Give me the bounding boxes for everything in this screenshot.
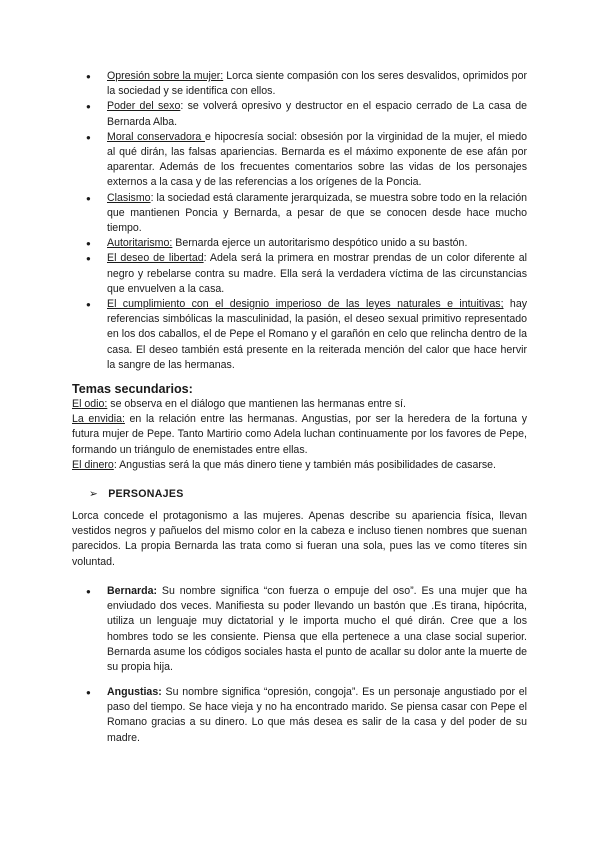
- secondary-themes: [72, 381, 527, 473]
- character-list: [86, 685, 527, 746]
- list-item: [86, 236, 527, 251]
- arrow-bullet-icon: ➢: [89, 488, 99, 500]
- theme-term: El deseo de libertad: [107, 252, 204, 265]
- list-item: [86, 99, 527, 129]
- theme-term: El cumplimiento con el designio imperioso de las leyes naturales e intuitivas;: [107, 298, 504, 311]
- list-item: [86, 69, 527, 99]
- secondary-term: El odio:: [72, 398, 108, 410]
- secondary-text: se observa en el diálogo que mantienen las hermanas entre sí.: [107, 398, 406, 410]
- secondary-text: en la relación entre las hermanas. Angustias, por ser la heredera de la fortuna y futura mujer de Pepe. Tanto Martirio como Adela luchan continuamente por los favores de Pepe, formando un triángulo de enemistades entre ellas.: [72, 413, 527, 456]
- character-text: Su nombre significa “con fuerza o empuje del oso”. Es una mujer que ha enviudado dos veces. Manifiesta su poder llevando un bastón que .Es tirana, hipócrita, utiliza un lenguaje muy dictatorial y le importa mucho el qué dirán. Cree que a los hombres todo se les consiente. Piensa que ella pertenece a una clase social superior. Bernarda asume los códigos sociales hasta el punto de acallar su dolor ante la muerte de su propia hija.: [107, 585, 527, 674]
- list-item: [86, 584, 527, 675]
- theme-text: : la sociedad está claramente jerarquizada, se muestra sobre todo en la relación que mantienen Poncia y Bernarda, a pesar de que se conocen desde hace mucho tiempo.: [107, 191, 527, 235]
- theme-term: Moral conservadora: [107, 130, 205, 143]
- secondary-item: [72, 397, 527, 412]
- list-item: [86, 251, 527, 297]
- theme-term: Autoritarismo:: [107, 237, 173, 250]
- theme-text: Lorca siente compasión con los seres desvalidos, oprimidos por la sociedad y se identifica con ellos.: [107, 70, 527, 98]
- theme-text: : se volverá opresivo y destructor en el espacio cerrado de La casa de Bernarda Alba.: [107, 100, 527, 128]
- theme-term: Opresión sobre la mujer:: [107, 70, 224, 82]
- theme-term: Clasismo: [107, 191, 151, 204]
- secondary-text: : Angustias será la que más dinero tiene y también más posibilidades de casarse.: [113, 458, 496, 471]
- character-list: [86, 584, 527, 675]
- secondary-term: El dinero: [72, 458, 114, 471]
- list-item: [86, 685, 527, 746]
- theme-text: Bernarda ejerce un autoritarismo despótico unido a su bastón.: [172, 237, 468, 250]
- list-item: [86, 191, 527, 237]
- personajes-title: PERSONAJES: [108, 488, 184, 500]
- secondary-item: [72, 458, 527, 473]
- character-name: Angustias:: [107, 686, 162, 698]
- main-themes-list: [86, 69, 527, 373]
- theme-term: Poder del sexo: [107, 100, 181, 113]
- theme-text: : Adela será la primera en mostrar prendas de un color diferente al negro y rebelarse contra su madre. Ella será la verdadera víctima de las circunstancias que envuelven a la casa.: [107, 252, 527, 295]
- list-item: [86, 297, 527, 373]
- theme-text: hay referencias simbólicas la masculinidad, la pasión, el deseo sexual primitivo representado en los dos caballos, el de Pepe el Romano y el garañón en celo que relincha dentro de la casa. El deseo también está presente en la reiterada mención del calor que hace hervir la sangre de las hermanas.: [107, 298, 528, 371]
- secondary-item: [72, 412, 527, 458]
- secondary-term: La envidia:: [72, 413, 125, 426]
- character-text: Su nombre significa “opresión, congoja”. Es un personaje angustiado por el paso del tiempo. Se hace vieja y no ha encontrado marido. Se piensa casar con Pepe el Romano gracias a su dinero. Lo que más desea es salir de la casa y del poder de su madre.: [107, 686, 527, 744]
- personajes-heading: [89, 487, 184, 502]
- theme-text: e hipocresía social: obsesión por la virginidad de la mujer, el miedo al qué dirán, las falsas apariencias. Bernarda es el máximo exponente de ese afán por aparentar. Además de los frecuentes comentarios sobre las vidas de los personajes externos a la casa y de las referencias a los orígenes de la Poncia.: [107, 130, 527, 189]
- list-item: [86, 130, 527, 191]
- personajes-intro: Lorca concede el protagonismo a las mujeres. Apenas describe su apariencia física, llevan vestidos negros y pañuelos del mismo color en la cabeza e incluso tienen nombres que suenan parecidos. La propia Bernarda las trata como si fueran una sola, pues las ve como títeres sin voluntad.: [72, 510, 527, 568]
- character-name: Bernarda:: [107, 585, 158, 597]
- secondary-heading: Temas secundarios:: [72, 382, 193, 396]
